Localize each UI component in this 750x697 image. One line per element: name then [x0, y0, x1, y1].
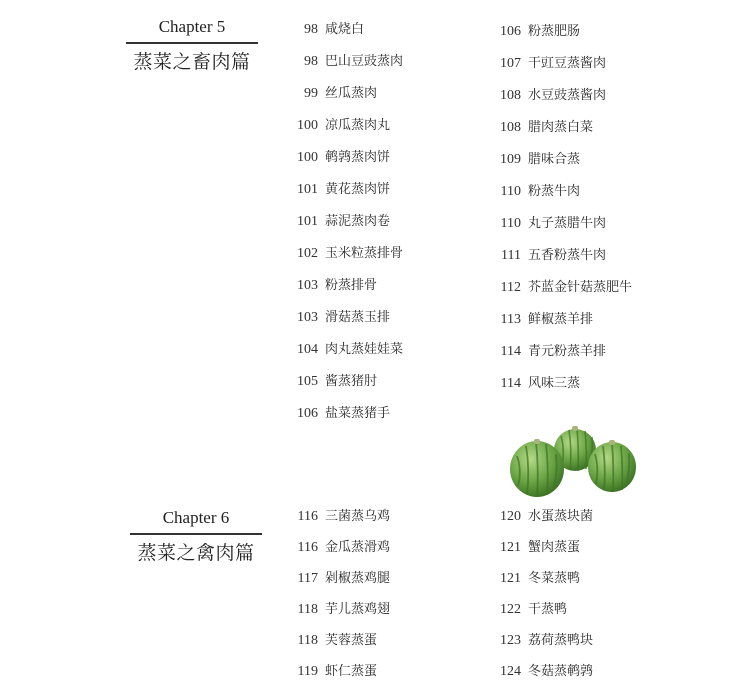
toc-recipe-name: 蟹肉蒸蛋	[528, 540, 581, 555]
toc-page-number: 119	[297, 664, 318, 679]
toc-recipe-name: 剁椒蒸鸡腿	[325, 571, 391, 586]
toc-recipe-name: 粉蒸牛肉	[528, 184, 581, 199]
toc-recipe-name: 粉蒸肥肠	[528, 24, 581, 39]
toc-recipe-name: 鲜椒蒸羊排	[528, 312, 594, 327]
toc-page-number: 108	[500, 88, 521, 103]
toc-page-number: 111	[501, 248, 521, 263]
toc-recipe-name: 蒜泥蒸肉卷	[325, 214, 391, 229]
chapter-number: Chapter 5	[158, 17, 226, 36]
toc-recipe-name: 腊肉蒸白菜	[528, 120, 594, 135]
toc-page-number: 123	[500, 633, 521, 648]
toc-page-number: 98	[304, 54, 318, 69]
chapter-divider	[130, 533, 262, 535]
toc-page-number: 103	[297, 278, 318, 293]
chapter-heading-6	[130, 508, 262, 565]
toc-page-number: 106	[500, 24, 521, 39]
toc-recipe-name: 荔荷蒸鸭块	[528, 633, 594, 648]
toc-recipe-name: 盐菜蒸猪手	[325, 406, 391, 421]
toc-page-number: 118	[297, 602, 318, 617]
toc-page-number: 114	[500, 344, 521, 359]
toc-recipe-name: 三菌蒸乌鸡	[325, 509, 391, 524]
toc-recipe-name: 虾仁蒸蛋	[325, 664, 378, 679]
toc-recipe-name: 冬菇蒸鹌鹑	[528, 664, 594, 679]
chapter-number: Chapter 6	[162, 508, 230, 527]
toc-page-number: 121	[500, 540, 521, 555]
toc-recipe-name: 玉米粒蒸排骨	[325, 246, 404, 261]
toc-page-number: 105	[297, 374, 318, 389]
toc-page-number: 108	[500, 120, 521, 135]
toc-recipe-name: 风味三蒸	[528, 376, 581, 391]
toc-page-number: 114	[500, 376, 521, 391]
toc-page-number: 99	[304, 86, 318, 101]
toc-page-number: 110	[500, 184, 521, 199]
toc-page-number: 117	[297, 571, 318, 586]
toc-recipe-name: 水豆豉蒸酱肉	[528, 88, 607, 103]
toc-page-number: 120	[500, 509, 521, 524]
toc-page-number: 103	[297, 310, 318, 325]
toc-page-number: 100	[297, 118, 318, 133]
chapter-heading-5	[126, 17, 258, 74]
toc-page-number: 118	[297, 633, 318, 648]
toc-recipe-name: 五香粉蒸牛肉	[528, 248, 607, 263]
toc-page-number: 106	[297, 406, 318, 421]
toc-page-number: 116	[297, 509, 318, 524]
toc-recipe-name: 青元粉蒸羊排	[528, 344, 607, 359]
toc-page-number: 113	[500, 312, 521, 327]
toc-page-number: 122	[500, 602, 521, 617]
toc-recipe-name: 水蛋蒸块菌	[528, 509, 594, 524]
toc-recipe-name: 黄花蒸肉饼	[325, 182, 391, 197]
chapter-title: 蒸菜之禽肉篇	[137, 541, 255, 564]
toc-page-number: 112	[500, 280, 521, 295]
toc-recipe-name: 丝瓜蒸肉	[325, 86, 378, 101]
round-zucchini-image	[505, 424, 645, 504]
toc-page-number: 116	[297, 540, 318, 555]
toc-recipe-name: 芋儿蒸鸡翅	[325, 602, 391, 617]
toc-page-number: 107	[500, 56, 521, 71]
toc-recipe-name: 酱蒸猪肘	[325, 374, 378, 389]
chapter-title: 蒸菜之畜肉篇	[133, 50, 251, 73]
toc-page-number: 101	[297, 214, 318, 229]
toc-page-number: 109	[500, 152, 521, 167]
toc-page-number: 100	[297, 150, 318, 165]
toc-recipe-name: 粉蒸排骨	[325, 278, 378, 293]
toc-recipe-name: 肉丸蒸娃娃菜	[325, 342, 404, 357]
toc-recipe-name: 冬菜蒸鸭	[528, 571, 581, 586]
toc-recipe-name: 丸子蒸腊牛肉	[528, 216, 607, 231]
toc-page-number: 102	[297, 246, 318, 261]
toc-recipe-name: 腊味合蒸	[528, 152, 581, 167]
toc-page-number: 98	[304, 22, 318, 37]
toc-recipe-name: 咸烧白	[325, 22, 365, 37]
toc-recipe-name: 干豇豆蒸酱肉	[528, 56, 607, 71]
toc-recipe-name: 鹌鹑蒸肉饼	[325, 150, 391, 165]
toc-recipe-name: 金瓜蒸滑鸡	[325, 540, 391, 555]
toc-recipe-name: 干蒸鸭	[528, 602, 568, 617]
toc-recipe-name: 芙蓉蒸蛋	[325, 633, 378, 648]
toc-recipe-name: 巴山豆豉蒸肉	[325, 54, 404, 69]
toc-recipe-name: 芥蓝金针菇蒸肥牛	[528, 280, 633, 295]
toc-page-number: 121	[500, 571, 521, 586]
toc-recipe-name: 凉瓜蒸肉丸	[325, 118, 391, 133]
chapter-divider	[126, 42, 258, 44]
toc-recipe-name: 滑菇蒸玉排	[325, 310, 391, 325]
toc-page-number: 110	[500, 216, 521, 231]
toc-page-number: 101	[297, 182, 318, 197]
toc-page-number: 124	[500, 664, 521, 679]
toc-page-number: 104	[297, 342, 318, 357]
